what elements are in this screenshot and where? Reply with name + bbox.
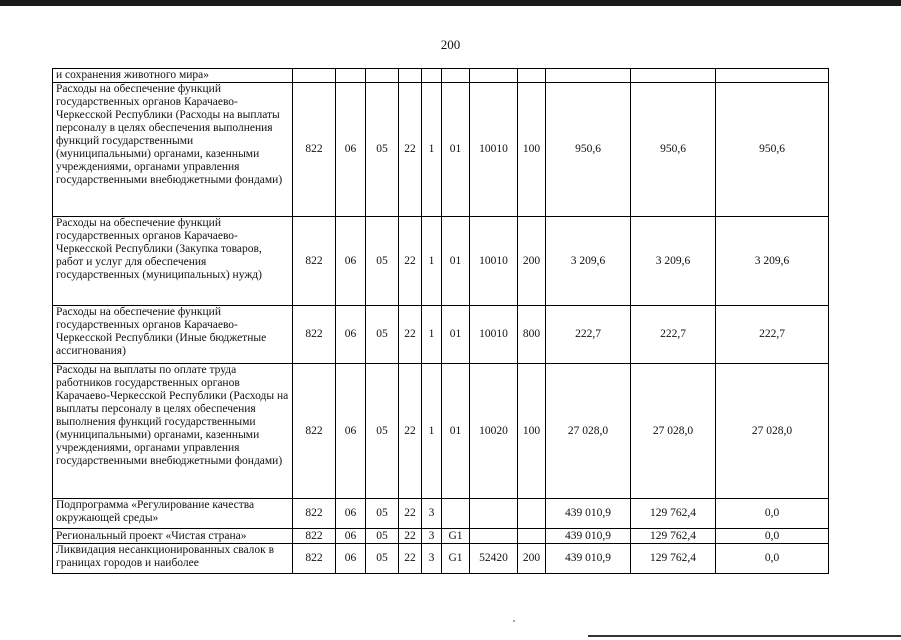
row-description: Расходы на обеспечение функций государственных органов Карачаево-Черкесской Республики (Расходы на выплаты персоналу в целях обеспечения выполнения функций государственными (муниципальными) органами, казенными учреждениями, органами управления государственными внебюджетными фондами)	[53, 83, 293, 217]
cell-expense-type: 800	[518, 306, 546, 364]
table-row	[53, 69, 829, 83]
cell-activity	[442, 499, 470, 529]
cell-subprogram: 1	[422, 364, 442, 499]
cell-direction: 10020	[470, 364, 518, 499]
scan-speck	[513, 620, 515, 622]
page-number: 200	[440, 37, 461, 52]
cell-ministry-code: 822	[293, 364, 336, 499]
scan-top-border	[0, 0, 901, 6]
cell-amount-2	[631, 69, 716, 83]
cell-subprogram: 3	[422, 529, 442, 544]
cell-program: 22	[399, 306, 422, 364]
cell-ministry-code: 822	[293, 499, 336, 529]
cell-ministry-code: 822	[293, 83, 336, 217]
cell-amount-3: 0,0	[716, 499, 829, 529]
table-row	[53, 544, 829, 574]
cell-amount-2: 3 209,6	[631, 217, 716, 306]
row-description: Ликвидация несанкционированных свалок в границах городов и наиболее	[53, 544, 293, 574]
cell-amount-3: 3 209,6	[716, 217, 829, 306]
cell-section: 06	[336, 544, 366, 574]
cell-direction: 52420	[470, 544, 518, 574]
cell-section: 06	[336, 217, 366, 306]
table-row	[53, 364, 829, 499]
cell-program: 22	[399, 217, 422, 306]
cell-subprogram: 3	[422, 499, 442, 529]
cell-amount-3: 0,0	[716, 529, 829, 544]
cell-ministry-code: 822	[293, 217, 336, 306]
cell-amount-1: 222,7	[546, 306, 631, 364]
cell-ministry-code	[293, 69, 336, 83]
cell-direction	[470, 499, 518, 529]
cell-section: 06	[336, 499, 366, 529]
cell-program: 22	[399, 499, 422, 529]
cell-subsection	[366, 69, 399, 83]
table-row	[53, 529, 829, 544]
cell-expense-type: 200	[518, 217, 546, 306]
row-description: Расходы на обеспечение функций государственных органов Карачаево-Черкесской Республики (Иные бюджетные ассигнования)	[53, 306, 293, 364]
cell-amount-3: 27 028,0	[716, 364, 829, 499]
cell-amount-3	[716, 69, 829, 83]
cell-section: 06	[336, 306, 366, 364]
cell-activity: 01	[442, 306, 470, 364]
cell-expense-type: 200	[518, 544, 546, 574]
cell-amount-1: 950,6	[546, 83, 631, 217]
cell-amount-1: 439 010,9	[546, 529, 631, 544]
table-row	[53, 217, 829, 306]
cell-subprogram	[422, 69, 442, 83]
cell-activity: 01	[442, 217, 470, 306]
cell-section	[336, 69, 366, 83]
row-description: Расходы на обеспечение функций государственных органов Карачаево-Черкесской Республики (Закупка товаров, работ и услуг для обеспечения государственных (муниципальных) нужд)	[53, 217, 293, 306]
cell-amount-1: 27 028,0	[546, 364, 631, 499]
cell-direction	[470, 529, 518, 544]
cell-amount-1: 439 010,9	[546, 499, 631, 529]
cell-amount-1: 439 010,9	[546, 544, 631, 574]
cell-program: 22	[399, 544, 422, 574]
cell-subsection: 05	[366, 306, 399, 364]
cell-expense-type: 100	[518, 364, 546, 499]
cell-expense-type: 100	[518, 83, 546, 217]
cell-program: 22	[399, 529, 422, 544]
cell-subprogram: 1	[422, 83, 442, 217]
cell-amount-3: 0,0	[716, 544, 829, 574]
cell-subsection: 05	[366, 544, 399, 574]
cell-section: 06	[336, 364, 366, 499]
cell-subsection: 05	[366, 499, 399, 529]
cell-subsection: 05	[366, 217, 399, 306]
cell-direction	[470, 69, 518, 83]
cell-direction: 10010	[470, 306, 518, 364]
cell-amount-1	[546, 69, 631, 83]
cell-amount-2: 129 762,4	[631, 544, 716, 574]
cell-subprogram: 1	[422, 217, 442, 306]
table-row	[53, 499, 829, 529]
cell-expense-type	[518, 529, 546, 544]
table-row	[53, 83, 829, 217]
cell-amount-2: 129 762,4	[631, 529, 716, 544]
row-description: Подпрограмма «Регулирование качества окружающей среды»	[53, 499, 293, 529]
cell-activity	[442, 69, 470, 83]
cell-section: 06	[336, 83, 366, 217]
cell-activity: G1	[442, 544, 470, 574]
cell-amount-1: 3 209,6	[546, 217, 631, 306]
row-description: и сохранения животного мира»	[53, 69, 293, 83]
cell-subprogram: 1	[422, 306, 442, 364]
cell-program: 22	[399, 364, 422, 499]
cell-expense-type	[518, 499, 546, 529]
cell-direction: 10010	[470, 217, 518, 306]
cell-subsection: 05	[366, 364, 399, 499]
table-row	[53, 306, 829, 364]
cell-subsection: 05	[366, 83, 399, 217]
cell-ministry-code: 822	[293, 544, 336, 574]
cell-amount-2: 950,6	[631, 83, 716, 217]
scan-bottom-edge	[588, 635, 901, 637]
budget-table	[52, 68, 829, 574]
cell-section: 06	[336, 529, 366, 544]
cell-subprogram: 3	[422, 544, 442, 574]
row-description: Региональный проект «Чистая страна»	[53, 529, 293, 544]
cell-amount-3: 222,7	[716, 306, 829, 364]
cell-amount-3: 950,6	[716, 83, 829, 217]
cell-amount-2: 222,7	[631, 306, 716, 364]
cell-activity: G1	[442, 529, 470, 544]
cell-direction: 10010	[470, 83, 518, 217]
cell-ministry-code: 822	[293, 306, 336, 364]
cell-program: 22	[399, 83, 422, 217]
cell-amount-2: 27 028,0	[631, 364, 716, 499]
row-description: Расходы на выплаты по оплате труда работников государственных органов Карачаево-Черкесской Республики (Расходы на выплаты персоналу в целях обеспечения выполнения функций государственными (муниципальными) органами, казенными учреждениями, органами управления государственными внебюджетными фондами)	[53, 364, 293, 499]
cell-ministry-code: 822	[293, 529, 336, 544]
cell-program	[399, 69, 422, 83]
cell-activity: 01	[442, 364, 470, 499]
cell-amount-2: 129 762,4	[631, 499, 716, 529]
cell-expense-type	[518, 69, 546, 83]
cell-subsection: 05	[366, 529, 399, 544]
cell-activity: 01	[442, 83, 470, 217]
